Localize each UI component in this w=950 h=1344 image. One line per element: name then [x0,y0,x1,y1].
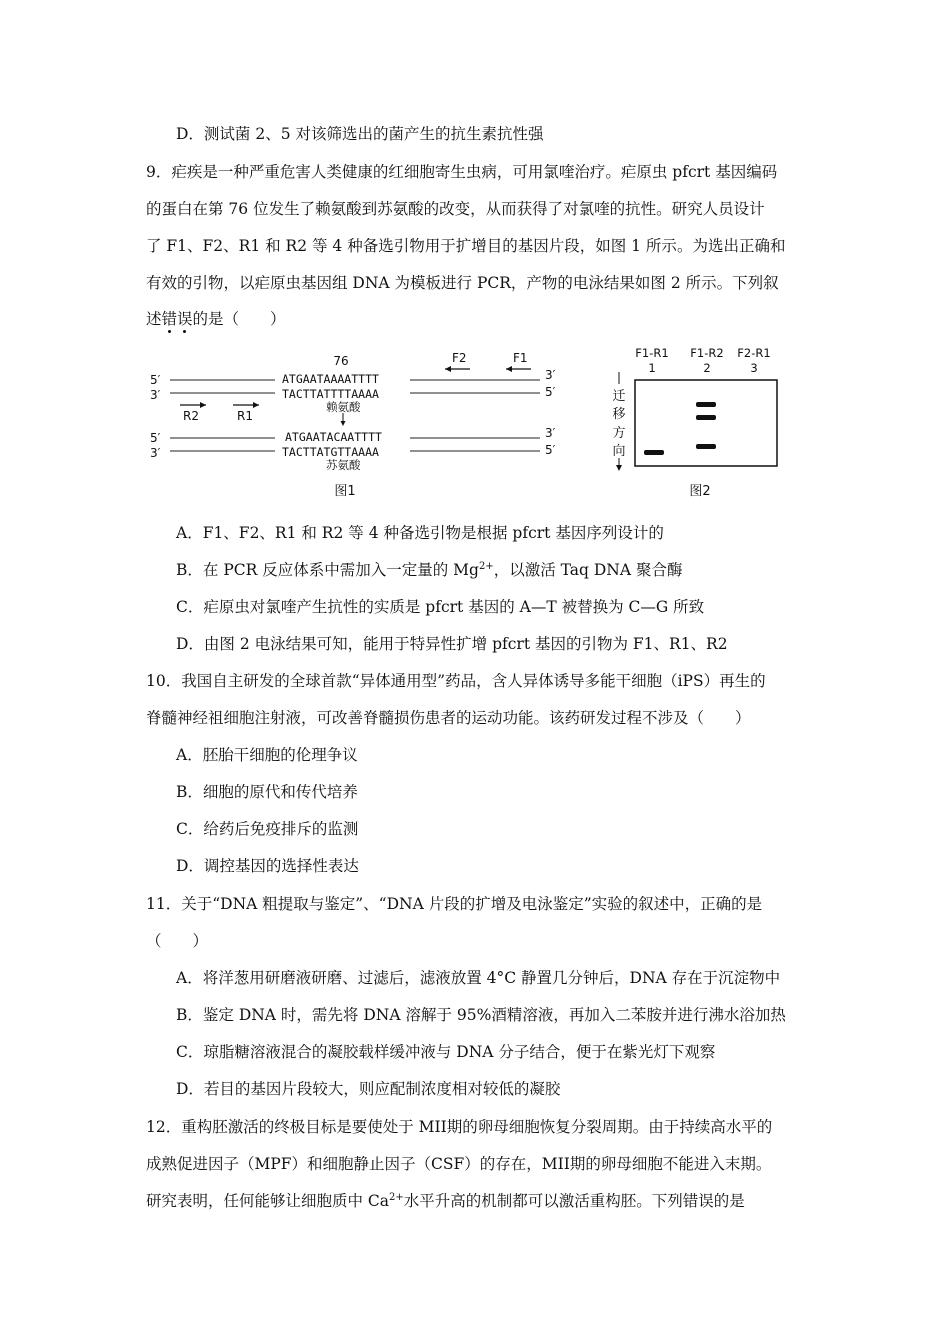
sequence-top-strand-2: TACTTATTTTAAAA [282,387,379,401]
q12-stem-line-2: 成熟促进因子（MPF）和细胞静止因子（CSF）的存在，MII期的卵母细胞不能进入末期。 [146,1155,772,1173]
gel-band [696,444,716,449]
q9-option-b-text: B．在 PCR 反应体系中需加入一定量的 Mg [176,561,479,579]
gel-band [696,415,716,420]
primer-f2-label: F2 [452,351,467,365]
q11-stem-line-2: （ ） [146,932,209,950]
q11-option-d: D．若目的基因片段较大，则应配制浓度相对较低的凝胶 [176,1080,561,1098]
q10-stem-line-2: 脊髓神经祖细胞注射液，可改善脊髓损伤患者的运动功能。该药研发过程不涉及（ ） [146,709,751,727]
q11-option-c: C．琼脂糖溶液混合的凝胶载样缓冲液与 DNA 分子结合，便于在紫光灯下观察 [176,1043,716,1061]
direction-char: 方 [612,426,626,441]
figure-2 [600,340,800,505]
q9-option-b [176,560,682,580]
lane-name-3: F2-R1 [737,346,771,360]
q10-option-c: C．给药后免疫排斥的监测 [176,820,359,838]
q9-stem-line-4: 有效的引物，以疟原虫基因组 DNA 为模板进行 PCR，产物的电泳结果如图 2 所示。下列叙 [146,274,779,292]
q9-option-d: D．由图 2 电泳结果可知，能用于特异性扩增 pfcrt 基因的引物为 F1、R1、R2 [176,635,728,653]
q11-option-b: B．鉴定 DNA 时，需先将 DNA 溶解于 95%酒精溶液，再加入二苯胺并进行沸水浴加热 [176,1006,786,1024]
q9-stem-text: 的是（ ） [192,310,286,328]
lane-number-2: 2 [703,361,711,375]
lane-number-3: 3 [750,361,758,375]
primer-r1-label: R1 [237,409,253,423]
pos-76-label: 76 [333,354,349,368]
end-label-5-top-right: 5′ [545,385,556,399]
end-label-3-top-left: 3′ [150,388,161,402]
q11-stem-line-1: 11．关于“DNA 粗提取与鉴定”、“DNA 片段的扩增及电泳鉴定”实验的叙述中，正确的是 [146,895,763,913]
q8-option-d: D．测试菌 2、5 对该筛选出的菌产生的抗生素抗性强 [176,125,544,143]
q9-option-a: A．F1、F2、R1 和 R2 等 4 种备选引物是根据 pfcrt 基因序列设计的 [176,524,664,542]
figure-2-caption: 图2 [689,484,711,499]
q9-stem-line-1: 9．疟疾是一种严重危害人类健康的红细胞寄生虫病，可用氯喹治疗。疟原虫 pfcrt 基因编码 [146,163,778,181]
end-label-5-bottom-left: 5′ [150,431,161,445]
figure-1-caption: 图1 [334,484,356,499]
direction-char: 迁 [612,389,626,404]
end-label-5-bottom-right: 5′ [545,443,556,457]
amino-acid-threonine: 苏氨酸 [326,458,361,472]
q9-option-b-text: ，以激活 Taq DNA 聚合酶 [493,561,683,579]
sequence-bottom-strand-2: TACTTATGTTAAAA [282,445,379,459]
gel-band [696,402,716,407]
direction-char: 移 [612,407,626,422]
q9-stem-text: 述 [146,310,162,328]
sequence-bottom-strand-1: ATGAATACAATTTT [285,430,382,444]
lane-name-2: F1-R2 [690,346,724,360]
q9-stem-line-3: 了 F1、F2、R1 和 R2 等 4 种备选引物用于扩增目的基因片段，如图 1 所示。为选出正确和 [146,237,786,255]
primer-r2-label: R2 [183,409,199,423]
lane-number-1: 1 [648,361,656,375]
primer-f1-label: F1 [513,351,528,365]
superscript: 2+ [478,561,494,572]
figure-1 [140,345,590,505]
emphasis-char: 误 [177,310,193,328]
q10-stem-line-1: 10．我国自主研发的全球首款“异体通用型”药品，含人异体诱导多能干细胞（iPS）再生的 [146,672,766,690]
amino-acid-lysine: 赖氨酸 [326,400,361,414]
sequence-top-strand-1: ATGAATAAAATTTT [282,372,379,386]
emphasis-char: 错 [161,310,178,328]
lane-name-1: F1-R1 [635,346,669,360]
q12-stem-text: 水平升高的机制都可以激活重构胚。下列错误的是 [403,1192,745,1210]
end-label-3-top-right: 3′ [545,368,556,382]
gel-band [644,450,664,455]
end-label-3-bottom-left: 3′ [150,446,161,460]
superscript: 2+ [389,1192,404,1203]
q10-option-b: B．细胞的原代和传代培养 [176,783,358,801]
direction-char: 向 [612,444,626,459]
q10-option-a: A．胚胎干细胞的伦理争议 [176,746,358,764]
q12-stem-text: 研究表明，任何能够让细胞质中 Ca [146,1192,390,1210]
q9-stem-line-5 [146,309,286,329]
q12-stem-line-1: 12．重构胚激活的终极目标是要使处于 MII期的卵母细胞恢复分裂周期。由于持续高水平的 [146,1118,773,1136]
q12-stem-line-3 [146,1191,745,1211]
q10-option-d: D．调控基因的选择性表达 [176,857,359,875]
end-label-5-top-left: 5′ [150,373,161,387]
q9-stem-line-2: 的蛋白在第 76 位发生了赖氨酸到苏氨酸的改变，从而获得了对氯喹的抗性。研究人员设计 [146,200,765,218]
end-label-3-bottom-right: 3′ [545,426,556,440]
q9-option-c: C．疟原虫对氯喹产生抗性的实质是 pfcrt 基因的 A—T 被替换为 C—G 所致 [176,598,705,616]
q11-option-a: A．将洋葱用研磨液研磨、过滤后，滤液放置 4°C 静置几分钟后，DNA 存在于沉淀物中 [176,969,781,987]
